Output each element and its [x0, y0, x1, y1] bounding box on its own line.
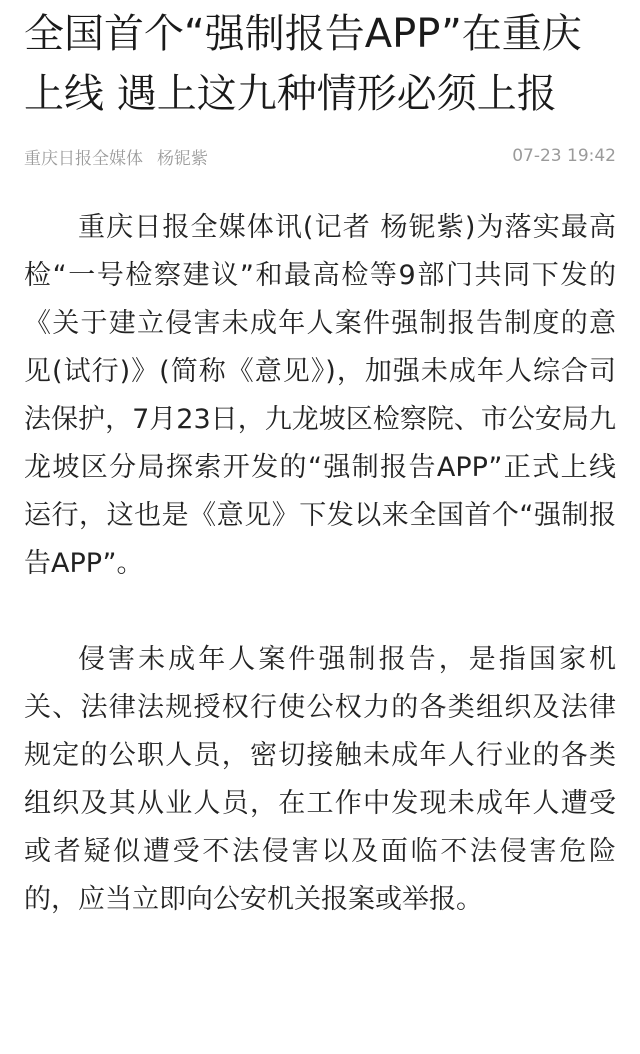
byline [24, 144, 208, 169]
article-meta [24, 136, 616, 176]
paragraph-2: 侵害未成年人案件强制报告，是指国家机关、法律法规授权行使公权力的各类组织及法律规定的公职人员，密切接触未成年人行业的各类组织及其从业人员，在工作中发现未成年人遭受或者疑似遭受不法侵害以及面临不法侵害危险的，应当立即向公安机关报案或举报。 [24, 644, 616, 915]
source-name[interactable]: 重庆日报全媒体 [24, 148, 143, 169]
article-title: 全国首个“强制报告APP”在重庆上线 遇上这九种情形必须上报 [24, 11, 582, 117]
author-name: 杨铌紫 [157, 148, 208, 169]
publish-time: 07-23 19:42 [512, 146, 616, 166]
paragraph-1: 重庆日报全媒体讯(记者 杨铌紫)为落实最高检“一号检察建议”和最高检等9部门共同下发的《关于建立侵害未成年人案件强制报告制度的意见(试行)》(简称《意见》)，加强未成年人综合司法保护，7月23日，九龙坡区检察院、市公安局九龙坡区分局探索开发的“强制报告APP”正式上线运行，这也是《意见》下发以来全国首个“强制报告APP”。 [24, 212, 616, 579]
